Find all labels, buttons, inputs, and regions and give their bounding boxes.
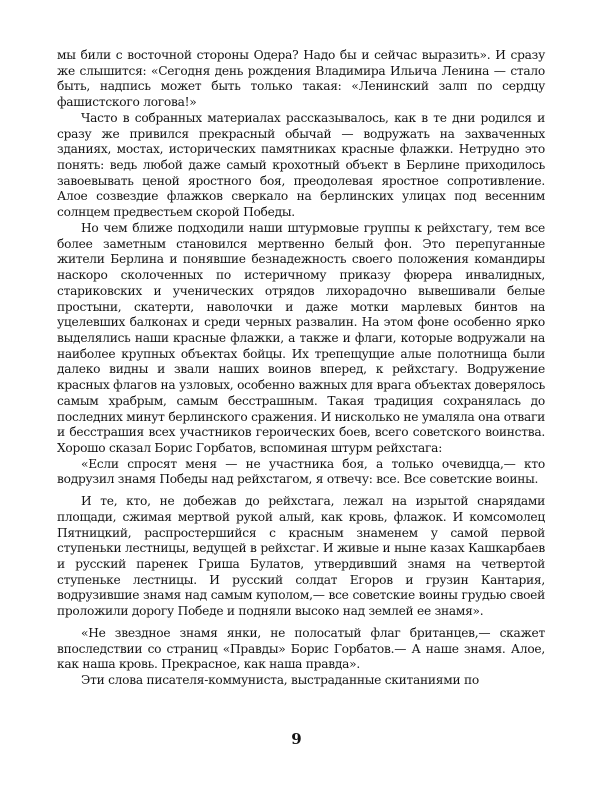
quote-paragraph: «Не звездное знамя янки, не полосатый флаг британцев,— скажет впоследствии со страниц «Правды» Борис Горбатов.— А наше знамя. Алое, как наша кровь. Прекрасное, как наша правда». (57, 625, 545, 672)
paragraph: Но чем ближе подходили наши штурмовые группы к рейхстагу, тем все более заметным становился мертвенно белый фон. Это перепуганные жители Берлина и понявшие безнадежность своего положения командиры наскоро сколоченных по истеричному приказу фюрера инвалидных, стариковских и ученических отрядов лихорадочно вывешивали белые простыни, скатерти, наволочки и даже мотки марлевых бинтов на уцелевших балконах и среди черных развалин. На этом фоне особенно ярко выделялись наши красные флажки, а также и флаги, которые водружали на наиболее крупных объектах бойцы. Их трепещущие алые полотнища были далеко видны и звали наших воинов вперед, к рейхстагу. Водружение красных флагов на узловых, особенно важных для врага объектах доверялось самым храбрым, самым бесстрашным. Такая традиция сохранялась до последних минут берлинского сражения. И нисколько не умаляла она отваги и бесстрашия всех участников героических боев, всего советского воинства. Хорошо сказал Борис Горбатов, вспоминая штурм рейхстага: (57, 220, 545, 455)
quote-paragraph: И те, кто, не добежав до рейхстага, лежал на изрытой снарядами площади, сжимая мертвой рукой алый, как кровь, флажок. И комсомолец Пятницкий, распростершийся с красным знаменем у самой первой ступеньки лестницы, ведущей в рейхстаг. И живые и ныне казах Кашкарбаев и русский паренек Гриша Булатов, утвердивший знамя на четвертой ступеньке лестницы. И русский солдат Егоров и грузин Кантария, водрузившие знамя над самым куполом,— все советские воины грудью своей проложили дорогу Победе и подняли высоко над землей ее знамя». (57, 494, 545, 619)
page-number: 9 (291, 730, 302, 748)
quote-paragraph: «Если спросят меня — не участника боя, а только очевидца,— кто водрузил знамя Победы над рейхстагом, я отвечу: все. Все советские воины. (57, 456, 545, 487)
paragraph: Эти слова писателя-коммуниста, выстраданные скитаниями по (81, 673, 479, 688)
body-text (57, 48, 545, 689)
paragraph: мы били с восточной стороны Одера? Надо бы и сейчас выразить». И сразу же слышится: «Сегодня день рождения Владимира Ильича Ленина — стало быть, надпись может быть только такая: «Ленинский залп по сердцу фашистского логова!» (57, 48, 545, 110)
paragraph: Часто в собранных материалах рассказывалось, как в те дни родился и сразу же привился прекрасный обычай — водружать на захваченных зданиях, мостах, исторических памятниках красные флажки. Нетрудно это понять: ведь любой даже самый крохотный объект в Берлине приходилось завоевывать ценой яростного боя, преодолевая яростное сопротивление. Алое созвездие флажков сверкало на берлинских улицах под весенним солнцем предвестьем скорой Победы. (57, 110, 545, 220)
